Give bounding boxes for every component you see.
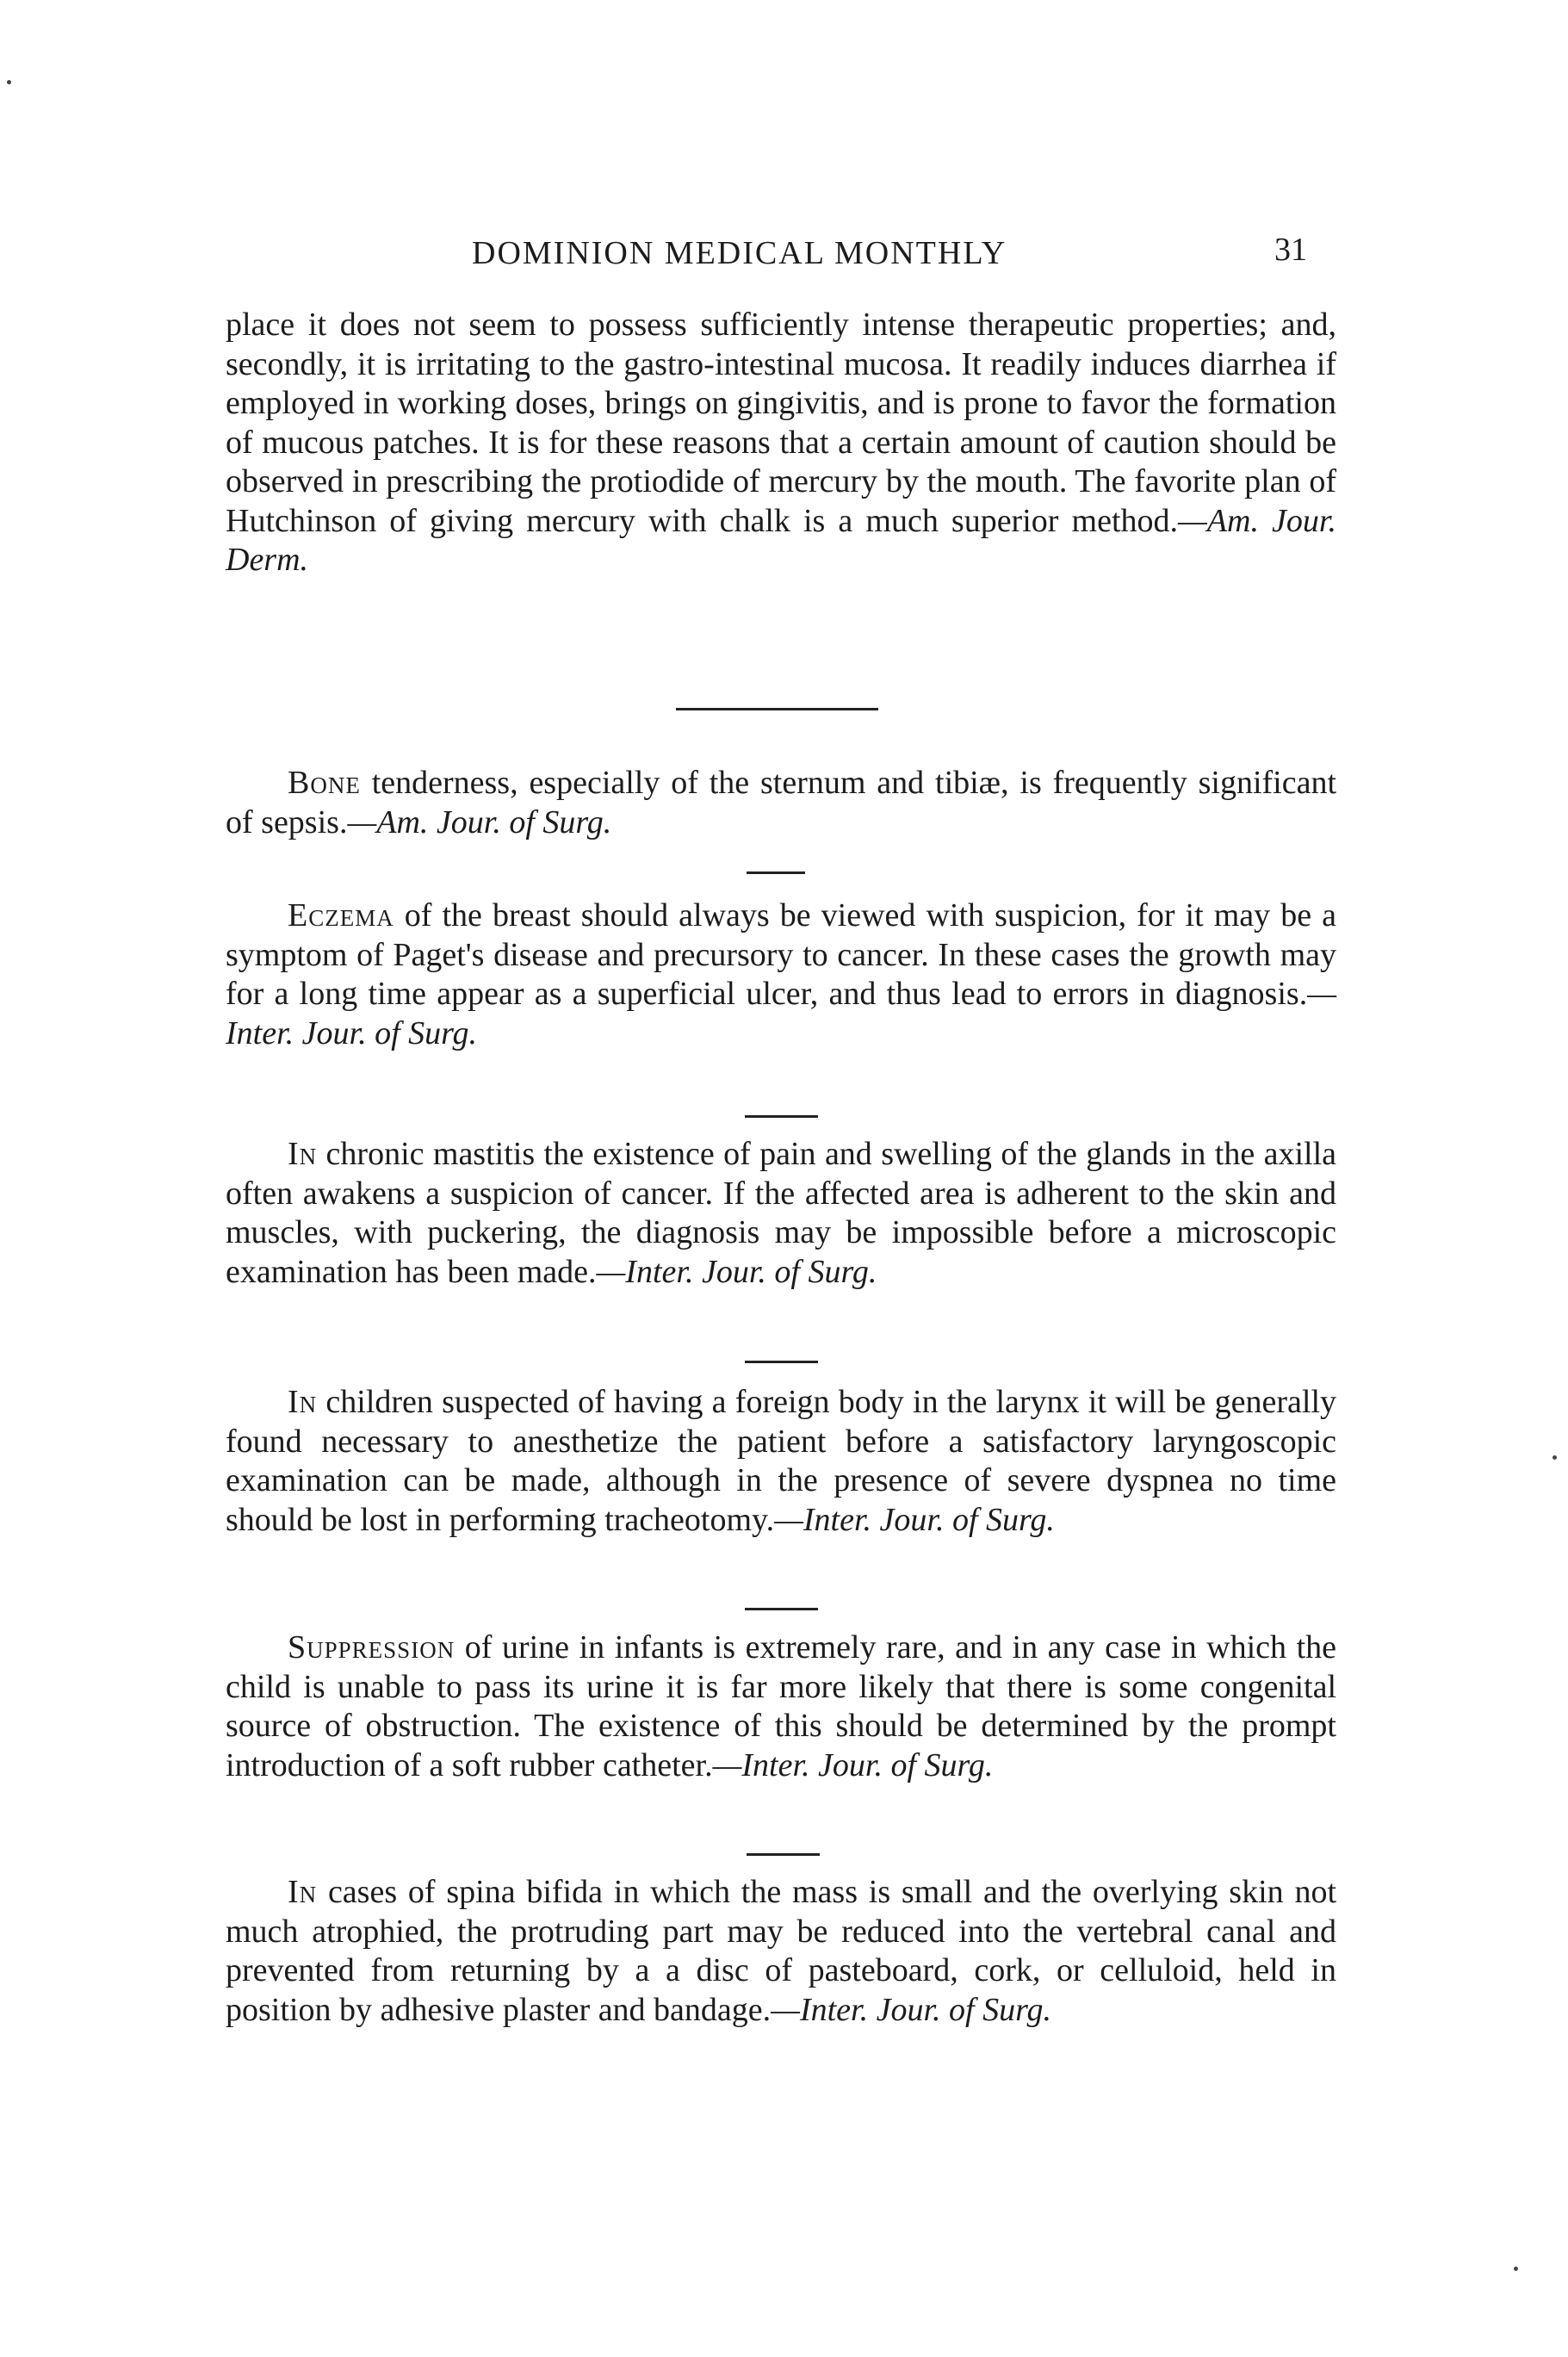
section-divider bbox=[747, 871, 805, 874]
section-divider bbox=[747, 1853, 820, 1856]
scan-speck bbox=[1553, 1455, 1557, 1460]
paragraph-body: of the breast should always be viewed with suspicion, for it may be a symptom of Paget's disease and precursory to cancer. In these cases the growth may for a long time appear as a superficial ulcer, and thus lead to errors in diagnosis. bbox=[226, 897, 1336, 1012]
paragraph-body: cases of spina bifida in which the mass is small and the overlying skin not much atrophied, the protruding part may be reduced into the vertebral canal and prevented from returning by a a disc of pasteboard, cork, or celluloid, held in position by adhesive plaster and bandage. bbox=[226, 1874, 1336, 2028]
paragraph-body: children suspected of having a foreign body in the larynx it will be generally found necessary to anesthetize the patient before a satisfactory laryngoscopic examination can be made, although in the presence of severe dyspnea no time should be lost in performing tracheotomy. bbox=[226, 1384, 1336, 1538]
citation: —Inter. Jour. of Surg. bbox=[774, 1501, 1055, 1538]
citation: —Am. Jour. of Surg. bbox=[347, 803, 612, 840]
section-divider bbox=[745, 1361, 818, 1363]
citation: —Inter. Jour. of Surg. bbox=[771, 1991, 1051, 2028]
paragraph-continuation bbox=[226, 306, 1336, 580]
paragraph-body: place it does not seem to possess sufficiently intense therapeutic properties; and, secondly, it is irritating to the gastro-intestinal mucosa. It readily induces diarrhea if employed in working doses, brings on gingivitis, and is prone to favor the formation of mucous patches. It is for these reasons that a certain amount of caution should be observed in prescribing the protiodide of mercury by the mouth. The favorite plan of Hutchinson of giving mercury with chalk is a much superior method. bbox=[226, 307, 1336, 539]
section-divider bbox=[676, 708, 878, 710]
lead-word: Eczema bbox=[288, 897, 394, 933]
paragraph-larynx bbox=[226, 1383, 1336, 1540]
lead-word: In bbox=[288, 1136, 318, 1172]
lead-word: Bone bbox=[288, 765, 361, 801]
citation: —Inter. Jour. of Surg. bbox=[712, 1746, 994, 1783]
paragraph-suppression bbox=[226, 1628, 1336, 1785]
section-divider bbox=[745, 1608, 818, 1610]
paragraph-mastitis bbox=[226, 1135, 1336, 1292]
lead-word: Suppression bbox=[288, 1629, 456, 1665]
citation: —Inter. Jour. of Surg. bbox=[226, 976, 1336, 1051]
lead-word: In bbox=[288, 1874, 318, 1910]
scan-speck bbox=[7, 80, 11, 84]
running-head: DOMINION MEDICAL MONTHLY bbox=[472, 235, 1007, 271]
paragraph-body: of urine in infants is extremely rare, and in any case in which the child is unable to pass its urine it is far more likely that there is some congenital source of obstruction. The existence of this should be determined by the prompt introduction of a soft rubber catheter. bbox=[226, 1629, 1336, 1783]
paragraph-body: tenderness, especially of the sternum and tibiæ, is frequently significant of sepsis. bbox=[226, 765, 1336, 840]
citation: —Inter. Jour. of Surg. bbox=[596, 1253, 877, 1290]
paragraph-eczema bbox=[226, 896, 1336, 1053]
paragraph-spina-bifida bbox=[226, 1873, 1336, 2030]
section-divider bbox=[745, 1115, 818, 1118]
lead-word: In bbox=[288, 1384, 318, 1420]
scan-speck bbox=[1514, 2267, 1518, 2271]
paragraph-body: chronic mastitis the existence of pain and swelling of the glands in the axilla often awakens a suspicion of cancer. If the affected area is adherent to the skin and muscles, with puckering, the diagnosis may be impossible before a microscopic examination has been made. bbox=[226, 1136, 1336, 1290]
paragraph-bone-tenderness bbox=[226, 764, 1336, 842]
page-number: 31 bbox=[1274, 232, 1307, 268]
citation: —Am. Jour. Derm. bbox=[226, 502, 1336, 578]
